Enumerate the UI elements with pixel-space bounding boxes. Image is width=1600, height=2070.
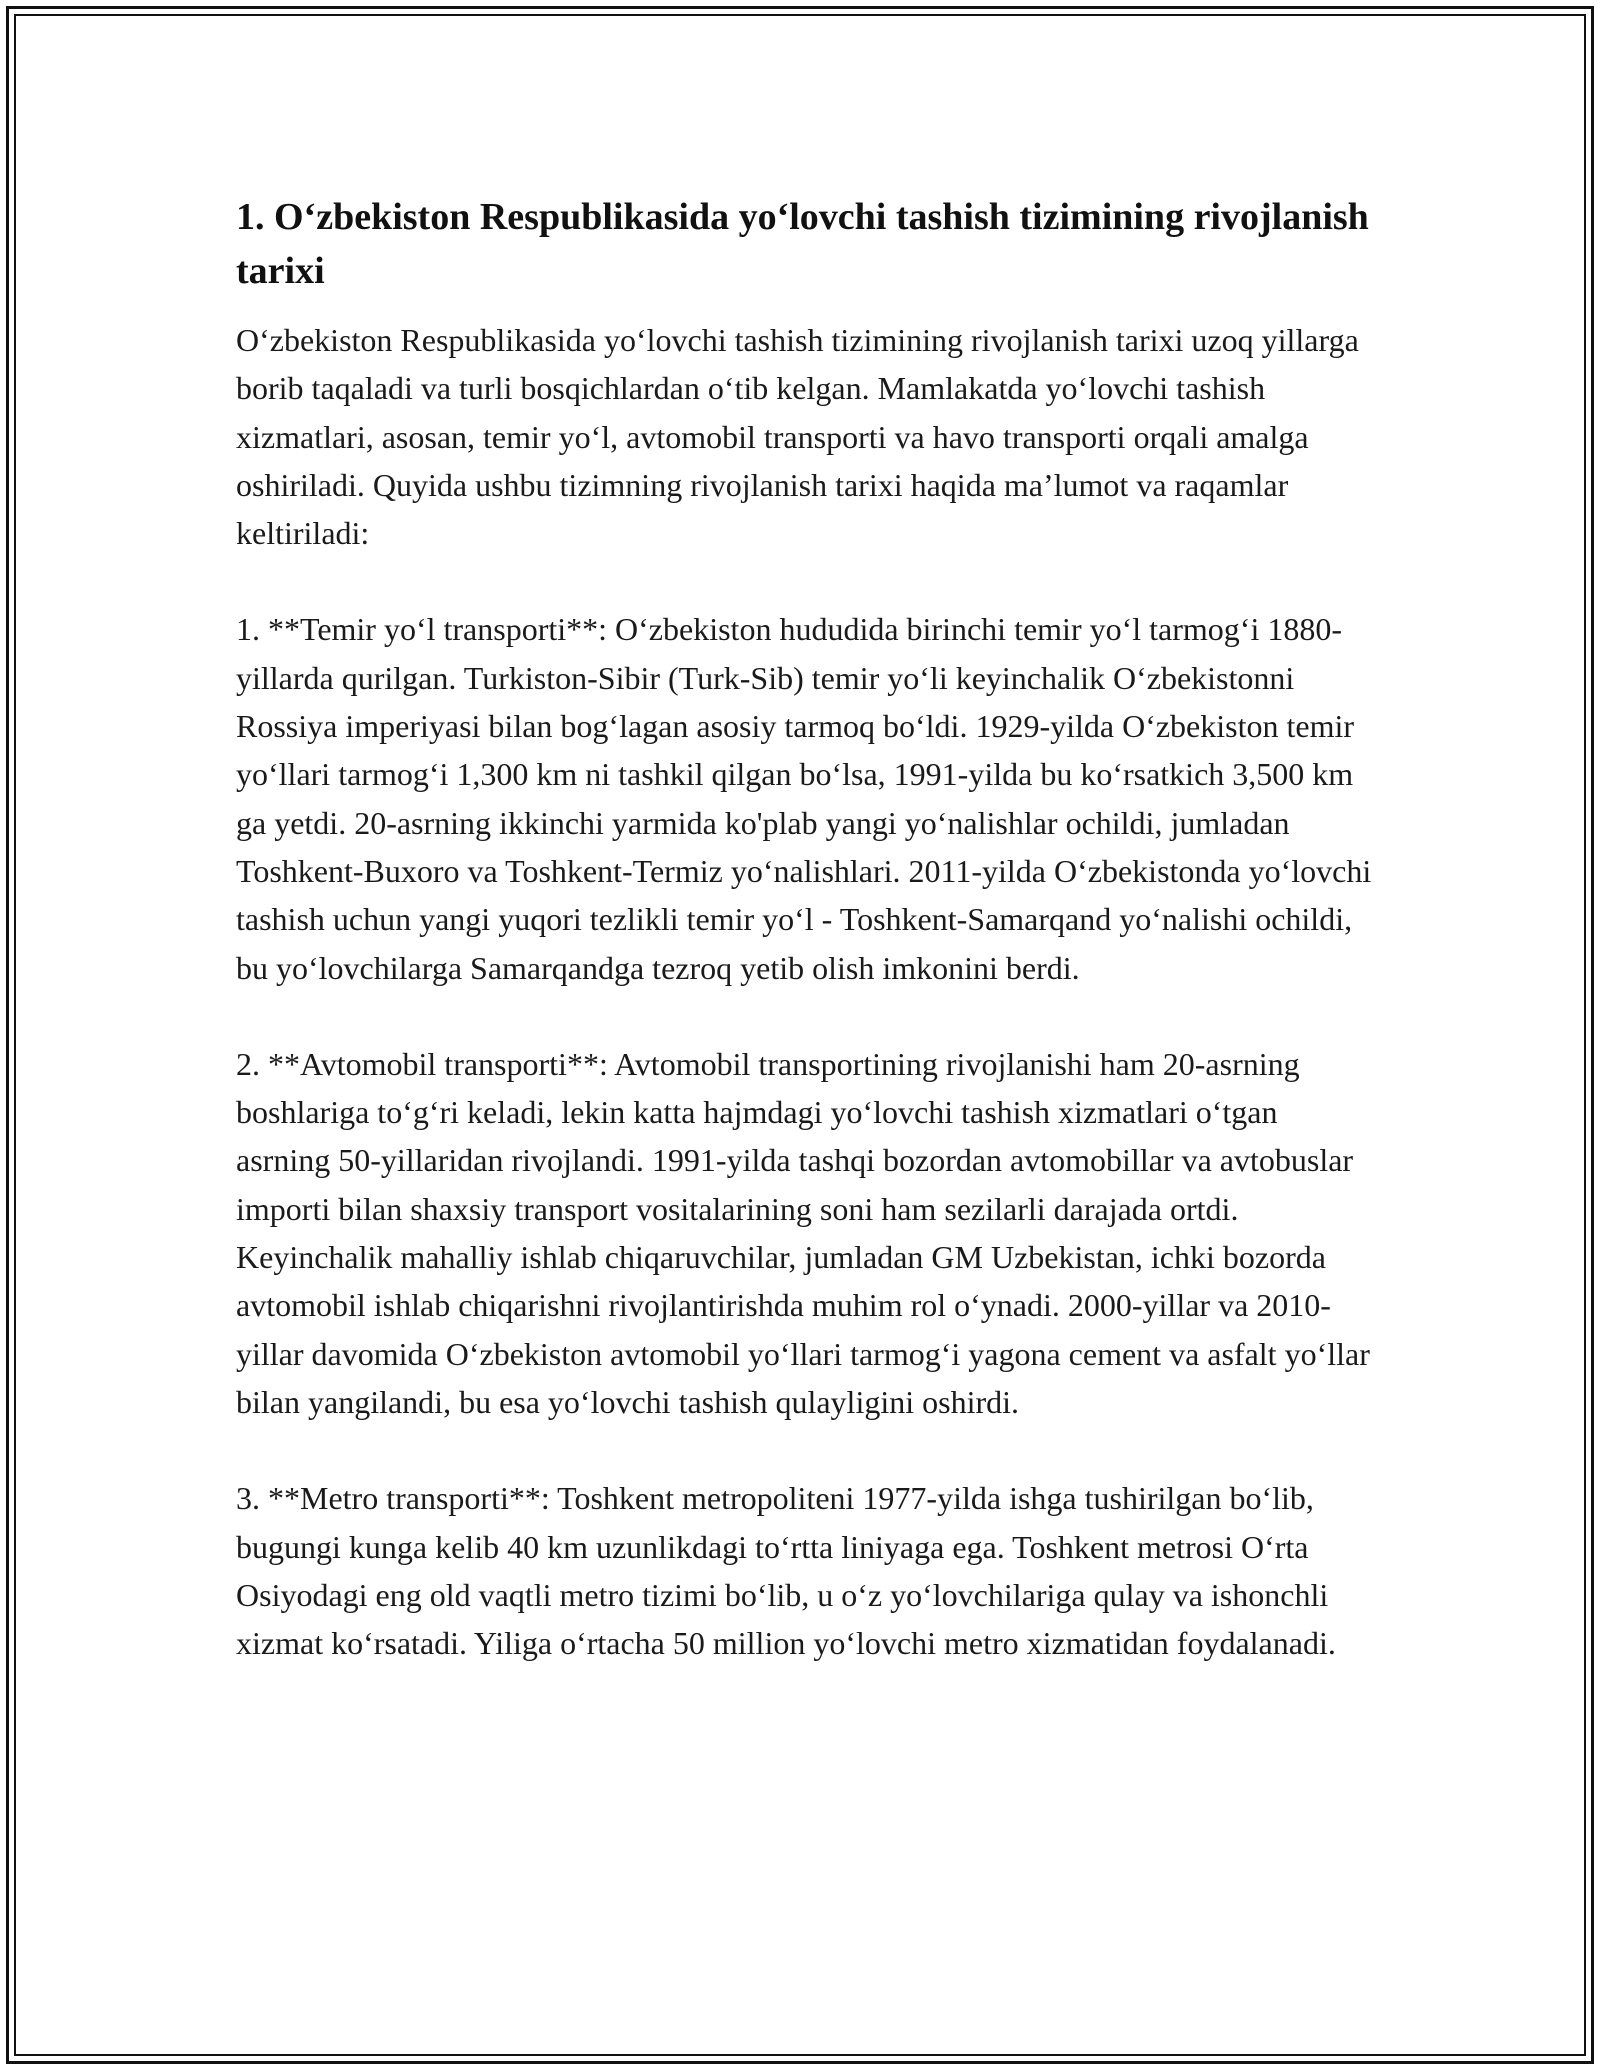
metro-paragraph: 3. **Metro transporti**: Toshkent metropoliteni 1977-yilda ishga tushirilgan bo‘lib, bugungi kunga kelib 40 km uzunlikdagi to‘rtta liniyaga ega. Toshkent metrosi O‘rta Osiyodagi eng old vaqtli metro tizimi bo‘lib, u o‘z yo‘lovchilariga qulay va ishonchli xizmat ko‘rsatadi. Yiliga o‘rtacha 50 million yo‘lovchi metro xizmatidan foydalanadi. xyxy=(236,1480,1336,1662)
automobile-paragraph: 2. **Avtomobil transporti**: Avtomobil transportining rivojlanishi ham 20-asrning boshlariga to‘g‘ri keladi, lekin katta hajmdagi yo‘lovchi tashish xizmatlari o‘tgan asrning 50-yillaridan rivojlandi. 1991-yilda tashqi bozordan avtomobillar va avtobuslar importi bilan shaxsiy transport vositalarining soni ham sezilarli darajada ortdi. Keyinchalik mahalliy ishlab chiqaruvchilar, jumladan GM Uzbekistan, ichki bozorda avtomobil ishlab chiqarishni rivojlantirishda muhim rol o‘ynadi. 2000-yillar va 2010-yillar davomida O‘zbekiston avtomobil yo‘llari tarmog‘i yagona cement va asfalt yo‘llar bilan yangilandi, bu esa yo‘lovchi tashish qulayligini oshirdi. xyxy=(236,1045,1370,1420)
document-body xyxy=(236,190,1376,1715)
railway-paragraph: 1. **Temir yo‘l transporti**: O‘zbekiston hududida birinchi temir yo‘l tarmog‘i 1880-yillarda qurilgan. Turkiston-Sibir (Turk-Sib) temir yo‘li keyinchalik O‘zbekistonni Rossiya imperiyasi bilan bog‘lagan asosiy tarmoq bo‘ldi. 1929-yilda O‘zbekiston temir yo‘llari tarmog‘i 1,300 km ni tashkil qilgan bo‘lsa, 1991-yilda bu ko‘rsatkich 3,500 km ga yetdi. 20-asrning ikkinchi yarmida ko'plab yangi yo‘nalishlar ochildi, jumladan Toshkent-Buxoro va Toshkent-Termiz yo‘nalishlari. 2011-yilda O‘zbekistonda yo‘lovchi tashish uchun yangi yuqori tezlikli temir yo‘l - Toshkent-Samarqand yo‘nalishi ochildi, bu yo‘lovchilarga Samarqandga tezroq yetib olish imkonini berdi. xyxy=(236,611,1372,986)
document-title: 1. O‘zbekiston Respublikasida yo‘lovchi tashish tizimining rivojlanish tarixi xyxy=(236,196,1369,292)
intro-paragraph: O‘zbekiston Respublikasida yo‘lovchi tashish tizimining rivojlanish tarixi uzoq yillarga borib taqaladi va turli bosqichlardan o‘tib kelgan. Mamlakatda yo‘lovchi tashish xizmatlari, asosan, temir yo‘l, avtomobil transporti va havo transporti orqali amalga oshiriladi. Quyida ushbu tizimning rivojlanish tarixi haqida ma’lumot va raqamlar keltiriladi: xyxy=(236,322,1359,552)
